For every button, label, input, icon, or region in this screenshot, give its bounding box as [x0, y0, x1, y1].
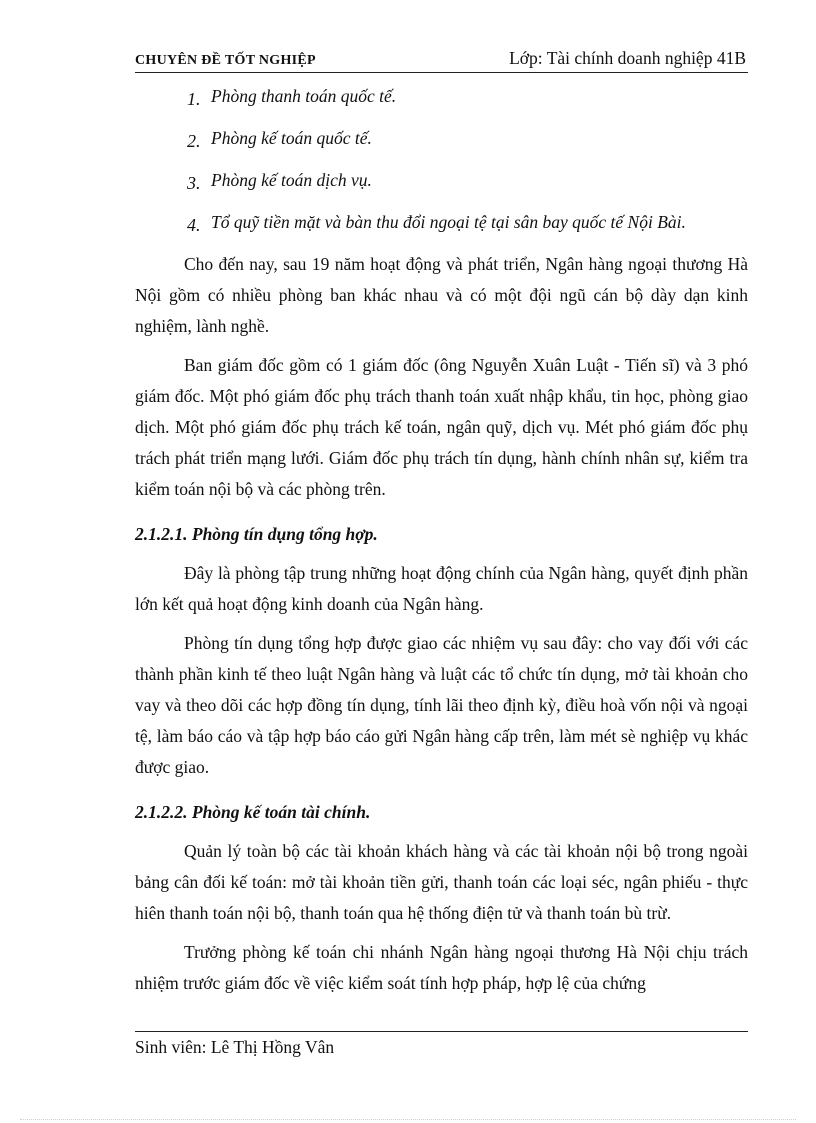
list-number: 1. — [187, 89, 201, 109]
list-item — [135, 81, 748, 115]
footer-author: Sinh viên: Lê Thị Hồng Vân — [135, 1037, 335, 1057]
paragraph: Phòng tín dụng tổng hợp được giao các nhiệm vụ sau đây: cho vay đối với các thành phần kinh tế theo luật Ngân hàng và luật các tổ chức tín dụng, mở tài khoản cho vay và theo dõi các hợp đồng tín dụng, tính lãi theo định kỳ, điều hoà vốn nội và ngoại tệ, làm báo cáo và tập hợp báo cáo gửi Ngân hàng cấp trên, làm mét sè nghiệp vụ khác được giao. — [135, 633, 748, 777]
list-number: 2. — [187, 131, 201, 151]
paragraph: Ban giám đốc gồm có 1 giám đốc (ông Nguyễn Xuân Luật - Tiến sĩ) và 3 phó giám đốc. Một phó giám đốc phụ trách thanh toán xuất nhập khẩu, tin học, phòng giao dịch. Một phó giám đốc phụ trách kế toán, ngân quỹ, dịch vụ. Mét phó giám đốc phụ trách phát triển mạng lưới. Giám đốc phụ trách tín dụng, hành chính nhân sự, kiểm tra kiểm toán nội bộ và các phòng trên. — [135, 355, 748, 499]
page-header — [135, 48, 748, 73]
list-text: Phòng kế toán dịch vụ. — [211, 170, 372, 190]
paragraph: Quản lý toàn bộ các tài khoản khách hàng và các tài khoản nội bộ trong ngoài bảng cân đối kế toán: mở tài khoản tiền gửi, thanh toán các loại séc, ngân phiếu - thực hiên thanh toán nội bộ, thanh toán qua hệ thống điện tử và thanh toán bù trừ. — [135, 841, 748, 923]
header-title: CHUYÊN ĐỀ TỐT NGHIỆP — [135, 53, 316, 68]
section-heading: 2.1.2.1. Phòng tín dụng tổng hợp. — [135, 524, 378, 544]
paragraph: Trưởng phòng kế toán chi nhánh Ngân hàng ngoại thương Hà Nội chịu trách nhiệm trước giám đốc về việc kiểm soát tính hợp pháp, hợp lệ của chứng — [135, 942, 748, 993]
header-class: Lớp: Tài chính doanh nghiệp 41B — [509, 48, 746, 68]
paragraph: Đây là phòng tập trung những hoạt động chính của Ngân hàng, quyết định phần lớn kết quả hoạt động kinh doanh của Ngân hàng. — [135, 563, 748, 614]
list-item — [135, 207, 748, 241]
list-item — [135, 123, 748, 157]
section-heading: 2.1.2.2. Phòng kế toán tài chính. — [135, 802, 371, 822]
page-edge-divider — [20, 1119, 796, 1120]
list-item — [135, 165, 748, 199]
document-body — [135, 81, 748, 999]
paragraph: Cho đến nay, sau 19 năm hoạt động và phát triển, Ngân hàng ngoại thương Hà Nội gồm có nhiều phòng ban khác nhau và có một đội ngũ cán bộ dày dạn kinh nghiệm, lành nghề. — [135, 254, 748, 336]
list-text: Phòng kế toán quốc tế. — [211, 128, 372, 148]
list-number: 3. — [187, 173, 201, 193]
list-text: Phòng thanh toán quốc tế. — [211, 86, 397, 106]
list-text: Tổ quỹ tiền mặt và bàn thu đổi ngoại tệ tại sân bay quốc tế Nội Bài. — [211, 212, 686, 232]
list-number: 4. — [187, 215, 201, 235]
page-footer — [135, 1031, 748, 1058]
